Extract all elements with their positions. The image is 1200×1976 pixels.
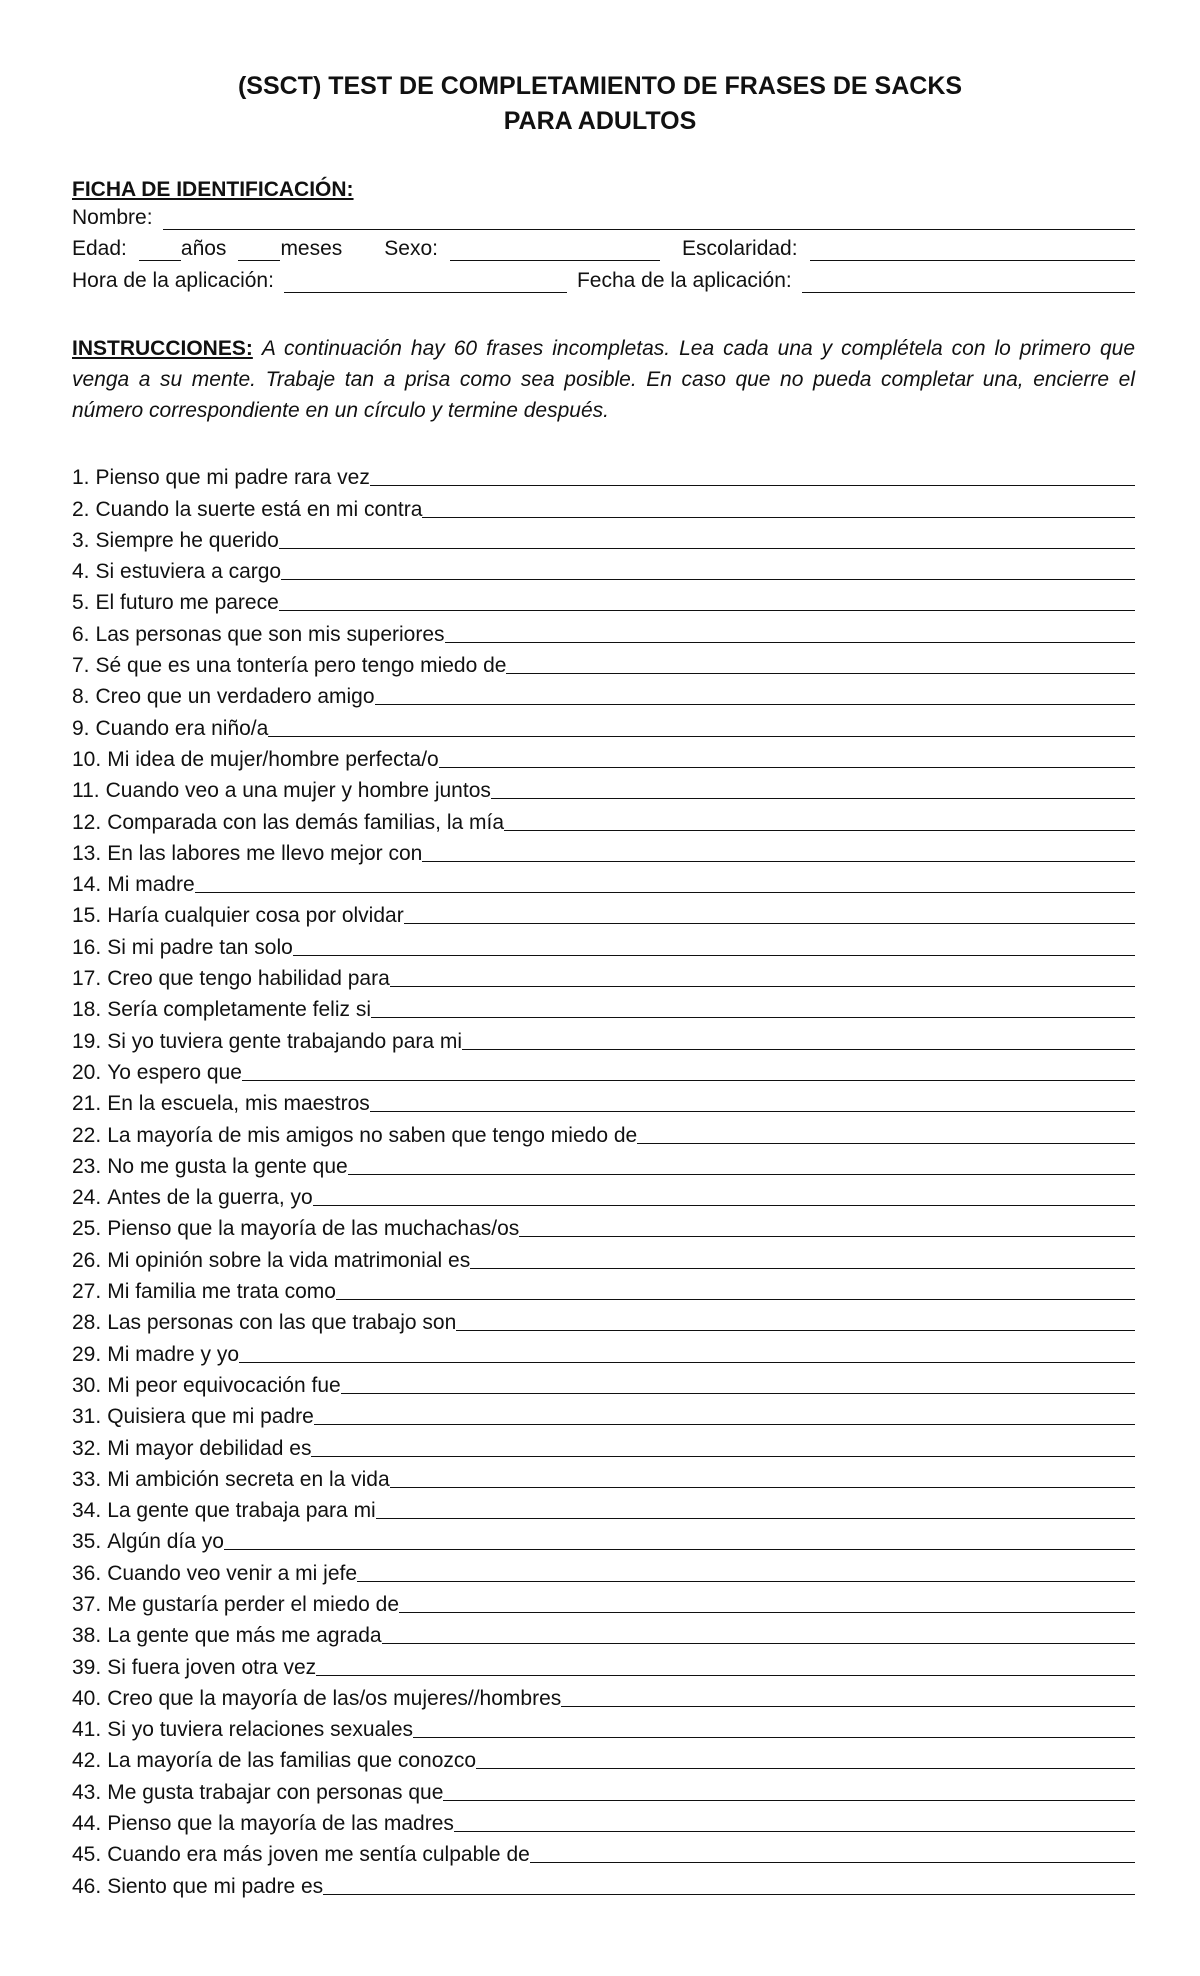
answer-line[interactable] — [375, 684, 1135, 705]
sentence-stem: Si mi padre tan solo — [107, 935, 293, 959]
sentence-stem: Antes de la guerra, yo — [107, 1186, 313, 1210]
sentence-number: 23. — [72, 1154, 102, 1178]
sentence-stem: Quisiera que mi padre — [107, 1405, 314, 1429]
answer-line[interactable] — [268, 716, 1135, 737]
answer-line[interactable] — [242, 1060, 1135, 1081]
sentence-item — [72, 1742, 1135, 1773]
sentence-number: 42. — [72, 1749, 102, 1773]
sentence-stem: Haría cualquier cosa por olvidar — [107, 904, 404, 928]
sentence-item — [72, 1241, 1135, 1272]
sentence-number: 8. — [72, 685, 90, 709]
sentence-stem: Si yo tuviera relaciones sexuales — [107, 1718, 414, 1742]
answer-line[interactable] — [348, 1154, 1135, 1175]
answer-line[interactable] — [530, 1842, 1135, 1863]
sentence-item — [72, 772, 1135, 803]
document-title: (SSCT) TEST DE COMPLETAMIENTO DE FRASES DE SACKS — [237, 72, 963, 100]
name-label: Nombre: — [72, 206, 153, 229]
answer-line[interactable] — [456, 1310, 1135, 1331]
sentence-stem: Mi madre y yo — [107, 1342, 240, 1366]
sentence-number: 28. — [72, 1311, 102, 1335]
sentence-stem: Cuando veo a una mujer y hombre juntos — [105, 779, 491, 803]
sentence-stem: Algún día yo — [107, 1530, 224, 1554]
identification-heading: FICHA DE IDENTIFICACIÓN: — [72, 178, 354, 201]
sentence-item — [72, 897, 1135, 928]
answer-line[interactable] — [279, 528, 1135, 549]
sentence-stem: En las labores me llevo mejor con — [107, 841, 423, 865]
sentence-stem: Las personas con las que trabajo son — [107, 1311, 457, 1335]
sentence-item — [72, 960, 1135, 991]
sentence-stem: Pienso que la mayoría de las madres — [107, 1812, 454, 1836]
months-label: meses — [280, 237, 343, 260]
sentence-stem: Mi idea de mujer/hombre perfecta/o — [107, 747, 439, 771]
instructions-label: INSTRUCCIONES: — [72, 337, 253, 360]
sentence-item — [72, 1586, 1135, 1617]
sentence-item — [72, 1773, 1135, 1804]
schooling-label: Escolaridad: — [682, 237, 798, 260]
answer-line[interactable] — [413, 1717, 1135, 1738]
answer-line[interactable] — [470, 1248, 1135, 1269]
sentence-number: 26. — [72, 1248, 102, 1272]
sentence-stem: La mayoría de mis amigos no saben que tengo miedo de — [107, 1123, 638, 1147]
sentence-stem: Siempre he querido — [95, 528, 279, 552]
schooling-field[interactable] — [810, 240, 1135, 261]
sentence-stem: Mi mayor debilidad es — [107, 1436, 312, 1460]
sentence-number: 34. — [72, 1499, 102, 1523]
answer-line[interactable] — [462, 1029, 1135, 1050]
sentence-stem: Las personas que son mis superiores — [95, 622, 445, 646]
answer-line[interactable] — [561, 1686, 1135, 1707]
sentence-item — [72, 522, 1135, 553]
sentence-item — [72, 1523, 1135, 1554]
answer-line[interactable] — [314, 1404, 1135, 1425]
sentence-item — [72, 1367, 1135, 1398]
sentence-stem: Me gusta trabajar con personas que — [107, 1780, 444, 1804]
answer-line[interactable] — [519, 1216, 1135, 1237]
answer-line[interactable] — [370, 465, 1135, 486]
answer-line[interactable] — [382, 1623, 1135, 1644]
sentence-number: 46. — [72, 1874, 102, 1898]
answer-line[interactable] — [281, 559, 1135, 580]
name-field[interactable] — [163, 209, 1135, 230]
sentence-item — [72, 803, 1135, 834]
answer-line[interactable] — [422, 841, 1135, 862]
answer-line[interactable] — [506, 653, 1135, 674]
sentence-item — [72, 835, 1135, 866]
sentence-number: 39. — [72, 1655, 102, 1679]
sentence-number: 35. — [72, 1530, 102, 1554]
sentence-number: 14. — [72, 873, 102, 897]
answer-line[interactable] — [357, 1561, 1135, 1582]
answer-line[interactable] — [313, 1185, 1135, 1206]
sentence-number: 5. — [72, 591, 90, 615]
sentence-stem: No me gusta la gente que — [107, 1154, 348, 1178]
answer-line[interactable] — [504, 810, 1135, 831]
sentence-stem: Cuando la suerte está en mi contra — [95, 497, 423, 521]
sentence-stem: La mayoría de las familias que conozco — [107, 1749, 477, 1773]
sentence-number: 27. — [72, 1280, 102, 1304]
answer-line[interactable] — [316, 1655, 1135, 1676]
sentence-item — [72, 1273, 1135, 1304]
sentence-number: 24. — [72, 1186, 102, 1210]
sentence-number: 38. — [72, 1624, 102, 1648]
answer-line[interactable] — [399, 1592, 1135, 1613]
sentence-stem: Cuando era niño/a — [95, 716, 269, 740]
sentence-stem: Siento que mi padre es — [107, 1874, 324, 1898]
answer-line[interactable] — [224, 1529, 1135, 1550]
sentence-number: 6. — [72, 622, 90, 646]
sentence-number: 43. — [72, 1780, 102, 1804]
sentence-stem: Cuando era más joven me sentía culpable de — [107, 1843, 530, 1867]
sentence-item — [72, 866, 1135, 897]
sentence-number: 13. — [72, 841, 102, 865]
sentence-item — [72, 1617, 1135, 1648]
instructions-paragraph — [72, 333, 1135, 426]
sentence-stem: Mi madre — [107, 873, 195, 897]
answer-line[interactable] — [370, 1091, 1135, 1112]
sentence-stem: Yo espero que — [107, 1060, 242, 1084]
instructions-text: A continuación hay 60 frases incompletas. Lea cada una y complétela con lo primero que venga a su mente. Trabaje tan a prisa como sea posible. En caso que no pueda completar una, encierre el número correspondiente en un círculo y termine después. — [72, 337, 1135, 422]
sentence-number: 16. — [72, 935, 102, 959]
sentence-item — [72, 615, 1135, 646]
sentence-number: 30. — [72, 1373, 102, 1397]
sentence-number: 32. — [72, 1436, 102, 1460]
sentence-stem: Creo que tengo habilidad para — [107, 967, 390, 991]
answer-line[interactable] — [293, 935, 1135, 956]
sentence-item — [72, 1805, 1135, 1836]
answer-line[interactable] — [390, 1467, 1135, 1488]
sentence-stem: Creo que la mayoría de las/os mujeres//hombres — [107, 1686, 562, 1710]
sentence-number: 33. — [72, 1467, 102, 1491]
answer-line[interactable] — [279, 590, 1135, 611]
sentence-list — [72, 459, 1135, 1899]
answer-line[interactable] — [376, 1498, 1135, 1519]
sentence-number: 41. — [72, 1718, 102, 1742]
sentence-number: 40. — [72, 1686, 102, 1710]
sex-field[interactable] — [450, 240, 660, 261]
sentence-item — [72, 1022, 1135, 1053]
sentence-item — [72, 991, 1135, 1022]
answer-line[interactable] — [422, 497, 1135, 518]
age-years-field[interactable] — [139, 240, 181, 261]
sentence-item — [72, 1836, 1135, 1867]
sentence-stem: Me gustaría perder el miedo de — [107, 1592, 400, 1616]
answer-line[interactable] — [454, 1811, 1135, 1832]
sentence-stem: En la escuela, mis maestros — [107, 1092, 370, 1116]
sentence-number: 21. — [72, 1092, 102, 1116]
sentence-stem: Mi ambición secreta en la vida — [107, 1467, 390, 1491]
sentence-item — [72, 1335, 1135, 1366]
sentence-item — [72, 678, 1135, 709]
sentence-stem: Creo que un verdadero amigo — [95, 685, 375, 709]
sentence-item — [72, 928, 1135, 959]
sentence-item — [72, 1210, 1135, 1241]
sentence-stem: Si fuera joven otra vez — [107, 1655, 317, 1679]
sentence-stem: Si estuviera a cargo — [95, 560, 282, 584]
sentence-number: 12. — [72, 810, 102, 834]
answer-line[interactable] — [311, 1436, 1135, 1457]
answer-line[interactable] — [390, 966, 1135, 987]
sentence-number: 1. — [72, 466, 90, 490]
answer-line[interactable] — [195, 872, 1135, 893]
sentence-item — [72, 1398, 1135, 1429]
sentence-item — [72, 1148, 1135, 1179]
sentence-number: 3. — [72, 528, 90, 552]
age-sex-schooling-row — [72, 237, 1135, 261]
sentence-number: 45. — [72, 1843, 102, 1867]
sentence-number: 18. — [72, 998, 102, 1022]
sex-label: Sexo: — [384, 237, 438, 260]
sentence-item — [72, 1492, 1135, 1523]
sentence-item — [72, 1648, 1135, 1679]
answer-line[interactable] — [371, 997, 1135, 1018]
sentence-number: 7. — [72, 654, 90, 678]
sentence-number: 22. — [72, 1123, 102, 1147]
answer-line[interactable] — [476, 1748, 1135, 1769]
age-label: Edad: — [72, 237, 127, 260]
answer-line[interactable] — [239, 1342, 1135, 1363]
years-label: años — [180, 237, 227, 260]
sentence-stem: Sería completamente feliz si — [107, 998, 371, 1022]
sentence-stem: El futuro me parece — [95, 591, 279, 615]
sentence-item — [72, 1554, 1135, 1585]
sentence-item — [72, 584, 1135, 615]
sentence-item — [72, 1116, 1135, 1147]
answer-line[interactable] — [443, 1780, 1135, 1801]
sentence-stem: Si yo tuviera gente trabajando para mi — [107, 1029, 463, 1053]
sentence-stem: Pienso que la mayoría de las muchachas/os — [107, 1217, 520, 1241]
answer-line[interactable] — [341, 1373, 1135, 1394]
sentence-number: 44. — [72, 1812, 102, 1836]
sentence-number: 19. — [72, 1029, 102, 1053]
sentence-stem: La gente que trabaja para mi — [107, 1499, 376, 1523]
sentence-stem: Mi familia me trata como — [107, 1280, 336, 1304]
sentence-stem: Mi opinión sobre la vida matrimonial es — [107, 1248, 471, 1272]
answer-line[interactable] — [637, 1123, 1135, 1144]
sentence-number: 9. — [72, 716, 90, 740]
sentence-stem: Mi peor equivocación fue — [107, 1373, 341, 1397]
sentence-item — [72, 1461, 1135, 1492]
sentence-stem: Cuando veo venir a mi jefe — [107, 1561, 358, 1585]
sentence-item — [72, 1085, 1135, 1116]
sentence-number: 17. — [72, 967, 102, 991]
sentence-item — [72, 553, 1135, 584]
sentence-item — [72, 490, 1135, 521]
time-field[interactable] — [284, 272, 567, 293]
sentence-item — [72, 1711, 1135, 1742]
date-field[interactable] — [802, 272, 1135, 293]
sentence-number: 2. — [72, 497, 90, 521]
time-date-row — [72, 269, 1135, 293]
sentence-number: 15. — [72, 904, 102, 928]
sentence-item — [72, 459, 1135, 490]
sentence-item — [72, 709, 1135, 740]
age-months-field[interactable] — [238, 240, 280, 261]
sentence-number: 11. — [72, 779, 100, 803]
sentence-number: 31. — [72, 1405, 102, 1429]
sentence-item — [72, 1179, 1135, 1210]
sentence-item — [72, 647, 1135, 678]
sentence-number: 4. — [72, 560, 90, 584]
answer-line[interactable] — [336, 1279, 1135, 1300]
document-subtitle: PARA ADULTOS — [503, 107, 697, 135]
sentence-item — [72, 1867, 1135, 1898]
sentence-stem: La gente que más me agrada — [107, 1624, 382, 1648]
sentence-item — [72, 1680, 1135, 1711]
date-label: Fecha de la aplicación: — [576, 269, 792, 292]
sentence-stem: Comparada con las demás familias, la mía — [107, 810, 505, 834]
answer-line[interactable] — [404, 903, 1135, 924]
answer-line[interactable] — [439, 747, 1135, 768]
sentence-number: 20. — [72, 1060, 102, 1084]
sentence-item — [72, 1429, 1135, 1460]
sentence-number: 25. — [72, 1217, 102, 1241]
sentence-stem: Pienso que mi padre rara vez — [95, 466, 370, 490]
sentence-number: 29. — [72, 1342, 102, 1366]
sentence-item — [72, 1054, 1135, 1085]
sentence-number: 10. — [72, 747, 102, 771]
sentence-item — [72, 1304, 1135, 1335]
answer-line[interactable] — [491, 778, 1135, 799]
name-row — [72, 206, 1135, 230]
time-label: Hora de la aplicación: — [72, 269, 274, 292]
sentence-stem: Sé que es una tontería pero tengo miedo de — [95, 654, 507, 678]
sentence-number: 36. — [72, 1561, 102, 1585]
answer-line[interactable] — [445, 622, 1135, 643]
sentence-item — [72, 741, 1135, 772]
sentence-number: 37. — [72, 1592, 102, 1616]
answer-line[interactable] — [323, 1874, 1135, 1895]
